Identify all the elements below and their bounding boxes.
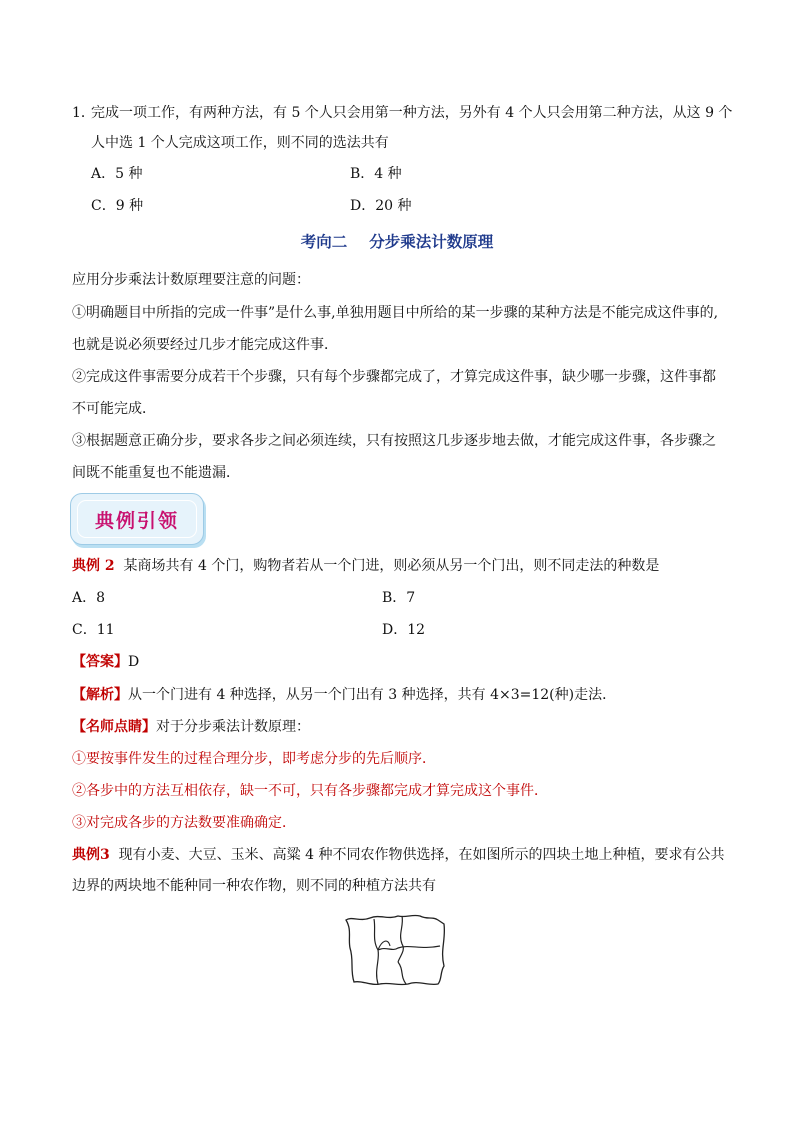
notes-p3-line1: ③根据题意正确分步，要求各步之间必须连续，只有按照这几步逐步地去做，才能完成这件事，各步骤之: [72, 433, 716, 449]
tip-intro: 对于分步乘法计数原理：: [156, 719, 310, 735]
notes-p2-line1: ②完成这件事需要分成若干个步骤，只有每个步骤都完成了，才算完成这件事，缺少哪一步骤，这件事都: [72, 369, 716, 385]
answer-value: D: [128, 654, 140, 670]
example-badge-text: 典例引领: [77, 500, 197, 538]
q1-option-b: B．4 种: [350, 166, 402, 182]
tip-item-3: ③对完成各步的方法数要准确确定．: [72, 815, 296, 831]
notes-p2-line2: 不可能完成．: [72, 401, 156, 417]
q1-text-line2: 人中选 1 个人完成这项工作，则不同的选法共有: [91, 135, 389, 151]
section-title-part1: 考向二: [300, 233, 348, 251]
ex2-label: 典例 2: [72, 558, 115, 574]
ex2-option-c: C．11: [72, 622, 115, 638]
q1-number: 1．: [72, 105, 95, 121]
section-title: [0, 235, 794, 251]
ex3-line1-wrap: [72, 848, 724, 862]
ex2-option-b: B．7: [382, 590, 416, 606]
tip-item-2: ②各步中的方法互相依存，缺一不可，只有各步骤都完成才算完成这个事件．: [72, 783, 548, 799]
ex2-analysis: [72, 688, 616, 702]
ex2-line: [72, 559, 659, 573]
notes-intro: 应用分步乘法计数原理要注意的问题：: [72, 272, 310, 288]
tip-label: 【名师点睛】: [72, 719, 156, 735]
land-plots-figure: [340, 910, 460, 990]
land-divider-1: [374, 919, 378, 984]
ex2-option-d: D．12: [382, 622, 426, 638]
analysis-text: 从一个门进有 4 种选择，从另一个门出有 3 种选择，共有 4×3=12(种)走法．: [128, 687, 617, 703]
q1-option-c: C．9 种: [91, 198, 144, 214]
analysis-label: 【解析】: [72, 687, 128, 703]
answer-label: 【答案】: [72, 654, 128, 670]
notes-p1-line1: ①明确题目中所指的完成一件事”是什么事,单独用题目中所给的某一步骤的某种方法是不能完成这件事的,: [72, 305, 719, 321]
tip-item-1: ①要按事件发生的过程合理分步，即考虑分步的先后顺序．: [72, 751, 436, 767]
ex3-line2: 边界的两块地不能种同一种农作物，则不同的种植方法共有: [72, 878, 436, 894]
land-outline: [346, 915, 444, 984]
ex2-text: 某商场共有 4 个门，购物者若从一个门进，则必须从另一个门出，则不同走法的种数是: [123, 558, 660, 574]
ex2-option-a: A．8: [72, 590, 106, 606]
q1-text-line1: 完成一项工作，有两种方法，有 5 个人只会用第一种方法，另外有 4 个人只会用第二种方法，从这 9 个: [91, 105, 733, 121]
ex2-answer: [72, 655, 139, 669]
ex3-label: 典例3: [72, 847, 110, 863]
section-title-part2: 分步乘法计数原理: [369, 233, 494, 251]
q1-option-a: A．5 种: [91, 166, 143, 182]
land-divider-3: [378, 946, 440, 950]
land-divider-2: [398, 916, 403, 962]
notes-p3-line2: 间既不能重复也不能遗漏．: [72, 465, 240, 481]
example-badge: [70, 493, 204, 545]
q1-option-d: D．20 种: [350, 198, 412, 214]
notes-p1-line2: 也就是说必须要经过几步才能完成这件事．: [72, 337, 338, 353]
ex3-line1: 现有小麦、大豆、玉米、高粱 4 种不同农作物供选择，在如图所示的四块土地上种植，要求有公共: [118, 847, 725, 863]
ex2-tip: [72, 720, 310, 734]
land-divider-4: [398, 962, 406, 984]
